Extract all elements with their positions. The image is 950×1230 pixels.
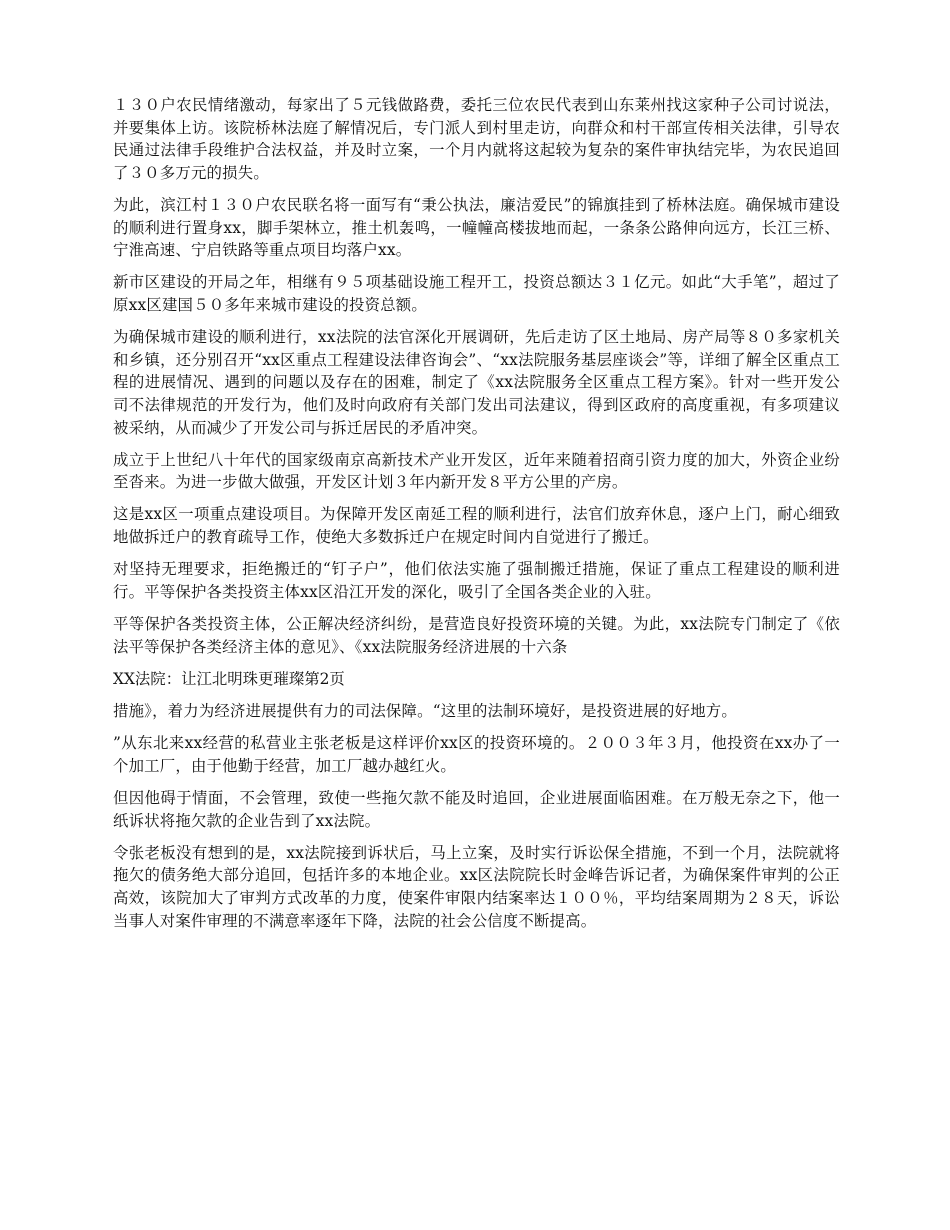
paragraph-2: 为此，滨江村１３０户农民联名将一面写有“秉公执法，廉洁爱民”的锦旗挂到了桥林法庭。确保城市建设的顺利进行置身xx，脚手架林立，推土机轰鸣，一幢幢高楼拔地而起，一条条公路伸向远方，长江三桥、宁淮高速、宁启铁路等重点项目均落户xx。	[113, 195, 840, 260]
paragraph-10: ”从东北来xx经营的私营业主张老板是这样评价xx区的投资环境的。２００３年３月，他投资在xx办了一个加工厂，由于他勤于经营，加工厂越办越红火。	[113, 734, 840, 775]
document-page	[113, 94, 840, 942]
paragraph-11: 但因他碍于情面，不会管理，致使一些拖欠款不能及时追回，企业进展面临困难。在万般无奈之下，他一纸诉状将拖欠款的企业告到了xx法院。	[113, 788, 840, 830]
paragraph-9: 措施》，着力为经济进展提供有力的司法保障。“这里的法制环境好，是投资进展的好地方。	[113, 702, 737, 720]
paragraph-7: 对坚持无理要求，拒绝搬迁的“钉子户”，他们依法实施了强制搬迁措施，保证了重点工程建设的顺利进行。平等保护各类投资主体xx区沿江开发的深化，吸引了全国各类企业的入驻。	[113, 560, 840, 601]
paragraph-8: 平等保护各类投资主体，公正解决经济纠纷，是营造良好投资环境的关键。为此，xx法院专门制定了《依法平等保护各类经济主体的意见》、《xx法院服务经济进展的十六条	[113, 615, 840, 656]
paragraph-12: 令张老板没有想到的是，xx法院接到诉状后，马上立案，及时实行诉讼保全措施，不到一个月，法院就将拖欠的债务绝大部分追回，包括许多的本地企业。xx区法院院长时金峰告诉记者，为确保案件审判的公正高效，该院加大了审判方式改革的力度，使案件审限内结案率达１００％，平均结案周期为２８天，诉讼当事人对案件审理的不满意率逐年下降，法院的社会公信度不断提高。	[113, 843, 840, 930]
paragraph-5: 成立于上世纪八十年代的国家级南京高新技术产业开发区，近年来随着招商引资力度的加大，外资企业纷至沓来。为进一步做大做强，开发区计划３年内新开发８平方公里的产房。	[113, 450, 840, 492]
page-break-label: XX法院：让江北明珠更璀璨第2页	[113, 669, 345, 688]
paragraph-4: 为确保城市建设的顺利进行，xx法院的法官深化开展调研，先后走访了区土地局、房产局等８０多家机关和乡镇，还分别召开“xx区重点工程建设法律咨询会”、“xx法院服务基层座谈会”等，详细了解全区重点工程的进展情况、遇到的问题以及存在的困难，制定了《xx法院服务全区重点工程方案》。针对一些开发公司不法律规范的开发行为，他们及时向政府有关部门发出司法建议，得到区政府的高度重视，有多项建议被采纳，从而减少了开发公司与拆迁居民的矛盾冲突。	[113, 328, 840, 437]
paragraph-1: １３０户农民情绪激动，每家出了５元钱做路费，委托三位农民代表到山东莱州找这家种子公司讨说法，并要集体上访。该院桥林法庭了解情况后，专门派人到村里走访，向群众和村干部宣传相关法律，引导农民通过法律手段维护合法权益，并及时立案，一个月内就将这起较为复杂的案件审执结完毕，为农民追回了３０多万元的损失。	[113, 96, 840, 182]
paragraph-6: 这是xx区一项重点建设项目。为保障开发区南延工程的顺利进行，法官们放弃休息，逐户上门，耐心细致地做拆迁户的教育疏导工作，使绝大多数拆迁户在规定时间内自觉进行了搬迁。	[113, 505, 840, 547]
paragraph-3: 新市区建设的开局之年，相继有９５项基础设施工程开工，投资总额达３１亿元。如此“大手笔”，超过了原xx区建国５０多年来城市建设的投资总额。	[113, 273, 840, 314]
